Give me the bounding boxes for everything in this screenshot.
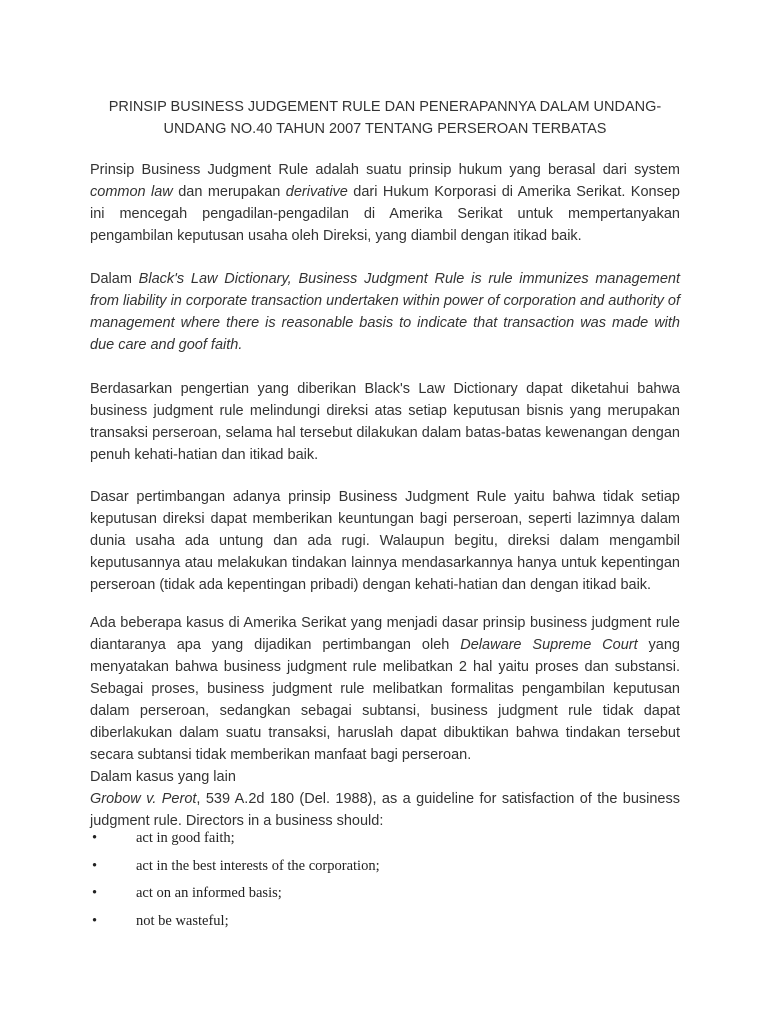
p1-term-common-law: common law	[90, 184, 173, 200]
bullet-marker: •	[92, 830, 98, 846]
paragraph-1	[90, 159, 680, 247]
list-item	[90, 858, 680, 886]
list-item-text: act on an informed basis;	[136, 885, 282, 901]
bullet-marker: •	[92, 857, 98, 874]
p5-text-c: yang menyatakan bahwa business judgment rule melibatkan 2 hal yaitu proses dan substansi. Sebagai proses, business judgment rule melibatkan formalitas pengambilan keputusan dalam perseroan, sedangkan sebagai subtansi, business judgment rule tidak dapat diberlakukan dalam suatu transaksi, haruslah dapat dibuktikan bahwa tindakan tersebut secara subtansi tidak memberikan manfaat bagi perseroan.	[90, 637, 681, 763]
paragraph-4: Dasar pertimbangan adanya prinsip Business Judgment Rule yaitu bahwa tidak setiap keputusan direksi dapat memberikan keuntungan bagi perseroan, seperti lazimnya dalam dunia usaha ada untung dan ada rugi. Walaupun begitu, direksi dalam mengambil keputusannya atau melakukan tindakan lainnya mendasarkannya hanya untuk kepentingan perseroan (tidak ada kepentingan pribadi) dengan kehati-hatian dan dengan itikad baik.	[90, 489, 680, 593]
list-item-text: not be wasteful;	[136, 912, 229, 929]
paragraph-3: Berdasarkan pengertian yang diberikan Black's Law Dictionary dapat diketahui bahwa business judgment rule melindungi direksi atas setiap keputusan bisnis yang merupakan transaksi perseroan, selama hal tersebut dilakukan dalam batas-batas kewenangan dengan penuh kehati-hatian dan itikad baik.	[90, 381, 680, 463]
list-item-text: act in the best interests of the corporation;	[136, 857, 380, 874]
p1-text-a: Prinsip Business Judgment Rule adalah suatu prinsip hukum yang berasal dari system	[90, 162, 680, 178]
p5-court-name: Delaware Supreme Court	[460, 637, 638, 653]
p5-case-name: Grobow v. Perot	[90, 791, 197, 807]
title-line-1: PRINSIP BUSINESS JUDGEMENT RULE DAN PENERAPANNYA DALAM UNDANG-	[108, 99, 662, 115]
p5-text-d: Dalam kasus yang lain	[90, 769, 236, 785]
paragraph-5	[90, 612, 680, 832]
bullet-marker: •	[92, 912, 98, 929]
bullet-marker: •	[92, 885, 98, 901]
p5-text-f: , 539 A.2d 180 (Del. 1988), as a guideline for satisfaction of the business judgment rule. Directors in a business should:	[90, 791, 680, 829]
title-line-2: UNDANG NO.40 TAHUN 2007 TENTANG PERSEROAN TERBATAS	[163, 121, 607, 137]
list-item	[90, 830, 680, 858]
paragraph-2	[90, 268, 680, 356]
p5-text-a: Ada beberapa kasus di Amerika Serikat yang menjadi dasar prinsip business judgment rule diantaranya apa yang dijadikan pertimbangan oleh	[90, 615, 680, 653]
p2-text-a: Dalam	[90, 271, 139, 287]
list-item	[90, 913, 680, 941]
list-item-text: act in good faith;	[136, 830, 235, 846]
p1-term-derivative: derivative	[285, 184, 348, 200]
p1-text-c: dan merupakan	[172, 184, 286, 200]
list-item	[90, 885, 680, 913]
p2-definition-quote: Black's Law Dictionary, Business Judgment Rule is rule immunizes management from liability in corporate transaction undertaken within power of corporation and authority of management where there is reasonable basis to indicate that transaction was made with due care and goof faith.	[90, 271, 680, 353]
document-title	[90, 96, 680, 140]
p1-text-e: dari Hukum Korporasi di Amerika Serikat. Konsep ini mencegah pengadilan-pengadilan di Amerika Serikat untuk mempertanyakan pengambilan keputusan usaha oleh Direksi, yang diambil dengan itikad baik.	[90, 184, 680, 244]
directors-duties-list	[90, 830, 680, 940]
